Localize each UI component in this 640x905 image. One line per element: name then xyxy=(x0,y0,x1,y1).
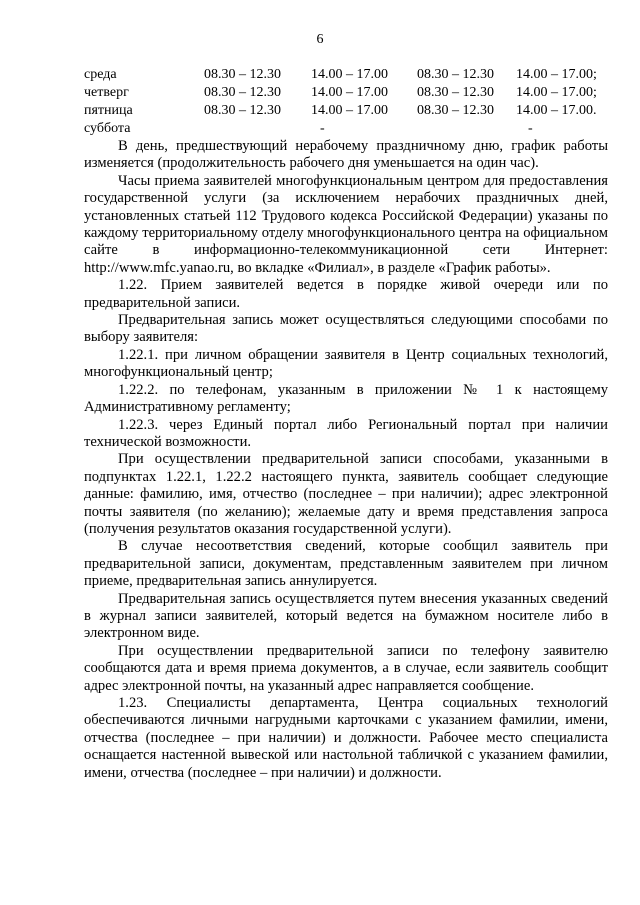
paragraph: 1.23. Специалисты департамента, Центра социальных технологий обеспечиваются личными нагрудными карточками с указанием фамилии, имени, отчества (последнее – при наличии) и должности. Рабочее место специалиста оснащается настенной вывеской или настольной табличкой с указанием фамилии, имени, отчества (последнее – при наличии) и должности. xyxy=(84,695,608,781)
document-body xyxy=(84,138,608,782)
schedule-time: 08.30 – 12.30 xyxy=(417,85,494,100)
paragraph: При осуществлении предварительной записи способами, указанными в подпунктах 1.22.1, 1.22.2 настоящего пункта, заявитель сообщает следующие данные: фамилию, имя, отчество (последнее – при наличии); адрес электронной почты заявителя (по желанию); желаемые дату и время представления запроса (получения результатов оказания государственной услуги). xyxy=(84,451,608,537)
schedule-time: 14.00 – 17.00 xyxy=(311,67,388,82)
schedule-time: 08.30 – 12.30 xyxy=(204,103,281,118)
schedule-day: пятница xyxy=(84,103,133,118)
schedule-time: 08.30 – 12.30 xyxy=(204,67,281,82)
schedule-time: 14.00 – 17.00; xyxy=(516,85,597,100)
paragraph: В случае несоответствия сведений, которые сообщил заявитель при предварительной записи, документам, представленным заявителем при личном приеме, предварительная запись аннулируется. xyxy=(84,538,608,590)
page-number: 6 xyxy=(316,32,324,47)
paragraph: 1.22. Прием заявителей ведется в порядке живой очереди или по предварительной записи. xyxy=(84,277,608,311)
schedule-day: среда xyxy=(84,67,117,82)
paragraph: 1.22.3. через Единый портал либо Региональный портал при наличии технической возможности. xyxy=(84,416,608,450)
paragraph: Предварительная запись осуществляется путем внесения указанных сведений в журнал записи заявителей, который ведется на бумажном носителе либо в электронном виде. xyxy=(84,590,608,642)
paragraph: При осуществлении предварительной записи по телефону заявителю сообщаются дата и время приема документов, а в случае, если заявитель сообщит адрес электронной почты, на указанный адрес направляется сообщение. xyxy=(84,642,608,694)
schedule-time: 08.30 – 12.30 xyxy=(417,103,494,118)
paragraph: В день, предшествующий нерабочему праздничному дню, график работы изменяется (продолжительность рабочего дня уменьшается на один час). xyxy=(84,138,608,172)
schedule-time: 14.00 – 17.00 xyxy=(311,103,388,118)
paragraph: 1.22.2. по телефонам, указанным в приложении № 1 к настоящему Административному регламенту; xyxy=(84,381,608,416)
schedule-dash: - xyxy=(528,121,533,136)
paragraph: Часы приема заявителей многофункциональным центром для предоставления государственной услуги (за исключением нерабочих праздничных дней, установленных статьей 112 Трудового кодекса Российской Федерации) указаны по каждому территориальному отделу многофункционального центра на официальном сайте в информационно-телекоммуникационной сети Интернет: http://www.mfc.yanao.ru, во вкладке «Филиал», в разделе «График работы». xyxy=(84,172,608,276)
schedule-dash: - xyxy=(320,121,325,136)
schedule-time: 14.00 – 17.00; xyxy=(516,67,597,82)
schedule-time: 08.30 – 12.30 xyxy=(204,85,281,100)
schedule-day: суббота xyxy=(84,121,131,136)
paragraph: Предварительная запись может осуществляться следующими способами по выбору заявителя: xyxy=(84,312,608,346)
schedule-time: 14.00 – 17.00 xyxy=(311,85,388,100)
schedule-day: четверг xyxy=(84,85,129,100)
paragraph: 1.22.1. при личном обращении заявителя в Центр социальных технологий, многофункциональный центр; xyxy=(84,346,608,381)
schedule-time: 08.30 – 12.30 xyxy=(417,67,494,82)
schedule-time: 14.00 – 17.00. xyxy=(516,103,597,118)
